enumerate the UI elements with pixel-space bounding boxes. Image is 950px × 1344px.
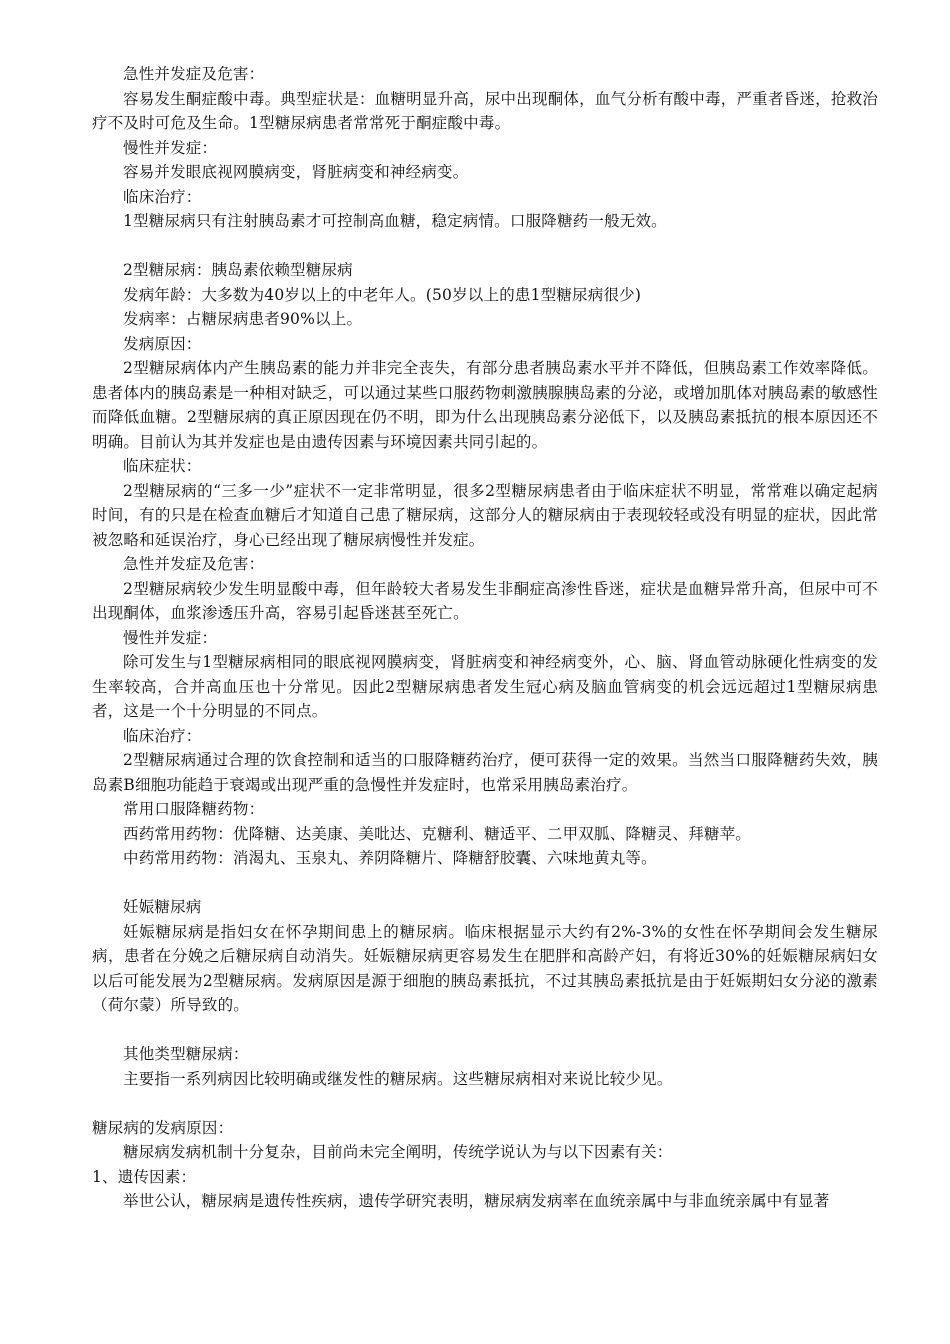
type1-chronic-heading: 慢性并发症： [123, 138, 218, 157]
type2-cause-heading: 发病原因： [123, 334, 202, 353]
type1-acute-heading: 急性并发症及危害： [123, 65, 265, 83]
type2-age: 发病年龄：大多数为40岁以上的中老年人。(50岁以上的患1型糖尿病很少) [123, 285, 642, 304]
type2-acute-text: 2型糖尿病较少发生明显酸中毒，但年龄较大者易发生非酮症高渗性昏迷，症状是血糖异常升高，但尿中可不出现酮体，血浆渗透压升高，容易引起昏迷甚至死亡。 [92, 579, 878, 622]
causes-item1-text: 举世公认，糖尿病是遗传性疾病，遗传学研究表明，糖尿病发病率在血统亲属中与非血统亲属中有显著 [123, 1192, 830, 1210]
type1-acute-text: 容易发生酮症酸中毒。典型症状是：血糖明显升高，尿中出现酮体，血气分析有酸中毒，严重者昏迷，抢救治疗不及时可危及生命。1型糖尿病患者常常死于酮症酸中毒。 [92, 89, 878, 132]
type1-treatment-heading: 临床治疗： [123, 187, 202, 206]
causes-item1-title: 1、遗传因素： [92, 1167, 197, 1186]
type2-symptom-heading: 临床症状： [123, 457, 202, 475]
type2-chronic-heading: 慢性并发症： [123, 628, 218, 647]
type2-western-drugs: 西药常用药物：优降糖、达美康、美吡达、克糖利、糖适平、二甲双胍、降糖灵、拜糖苹。 [123, 824, 752, 843]
type2-title: 2型糖尿病：胰岛素依赖型糖尿病 [123, 261, 353, 279]
type2-drugs-heading: 常用口服降糖药物： [123, 800, 265, 818]
type2-cause-text: 2型糖尿病体内产生胰岛素的能力并非完全丧失，有部分患者胰岛素水平并不降低，但胰岛素工作效率降低。患者体内的胰岛素是一种相对缺乏，可以通过某些口服药物刺激胰腺胰岛素的分泌，或增加肌体对胰岛素的敏感性而降低血糖。2型糖尿病的真正原因现在仍不明，即为什么出现胰岛素分泌低下，以及胰岛素抵抗的根本原因还不明确。目前认为其并发症也是由遗传因素与环境因素共同引起的。 [92, 359, 878, 451]
type2-chronic-text: 除可发生与1型糖尿病相同的眼底视网膜病变，肾脏病变和神经病变外，心、脑、肾血管动脉硬化性病变的发生率较高，合并高血压也十分常见。因此2型糖尿病患者发生冠心病及脑血管病变的机会远远超过1型糖尿病患者，这是一个十分明显的不同点。 [92, 653, 878, 720]
spacer [92, 234, 878, 259]
gestational-text: 妊娠糖尿病是指妇女在怀孕期间患上的糖尿病。临床根据显示大约有2%-3%的女性在怀孕期间会发生糖尿病，患者在分娩之后糖尿病自动消失。妊娠糖尿病更容易发生在肥胖和高龄产妇，有将近30%的妊娠糖尿病妇女以后可能发展为2型糖尿病。发病原因是源于细胞的胰岛素抵抗，不过其胰岛素抵抗是由于妊娠期妇女分泌的激素（荷尔蒙）所导致的。 [92, 922, 878, 1014]
type2-treatment-heading: 临床治疗： [123, 726, 202, 745]
spacer [92, 1091, 878, 1116]
type2-rate: 发病率：占糖尿病患者90%以上。 [123, 310, 363, 328]
spacer [92, 871, 878, 896]
other-title: 其他类型糖尿病： [123, 1045, 249, 1063]
type1-treatment-text: 1型糖尿病只有注射胰岛素才可控制高血糖，稳定病情。口服降糖药一般无效。 [123, 212, 667, 230]
gestational-title: 妊娠糖尿病 [123, 898, 202, 916]
type2-acute-heading: 急性并发症及危害： [123, 555, 265, 573]
type2-chinese-drugs: 中药常用药物：消渴丸、玉泉丸、养阴降糖片、降糖舒胶囊、六味地黄丸等。 [123, 849, 657, 867]
type1-chronic-text: 容易并发眼底视网膜病变，肾脏病变和神经病变。 [123, 163, 469, 181]
causes-intro: 糖尿病发病机制十分复杂，目前尚未完全阐明，传统学说认为与以下因素有关： [123, 1143, 673, 1161]
causes-title: 糖尿病的发病原因： [92, 1118, 234, 1137]
type2-treatment-text: 2型糖尿病通过合理的饮食控制和适当的口服降糖药治疗，便可获得一定的效果。当然当口服降糖药失效，胰岛素B细胞功能趋于衰竭或出现严重的急慢性并发症时，也常采用胰岛素治疗。 [92, 751, 878, 794]
other-text: 主要指一系列病因比较明确或继发性的糖尿病。这些糖尿病相对来说比较少见。 [123, 1069, 673, 1088]
spacer [92, 1018, 878, 1043]
document-page [92, 62, 878, 1214]
type2-symptom-text: 2型糖尿病的“三多一少”症状不一定非常明显，很多2型糖尿病患者由于临床症状不明显，常常难以确定起病时间，有的只是在检查血糖后才知道自己患了糖尿病，这部分人的糖尿病由于表现较轻或没有明显的症状，因此常被忽略和延误治疗，身心已经出现了糖尿病慢性并发症。 [92, 481, 878, 549]
